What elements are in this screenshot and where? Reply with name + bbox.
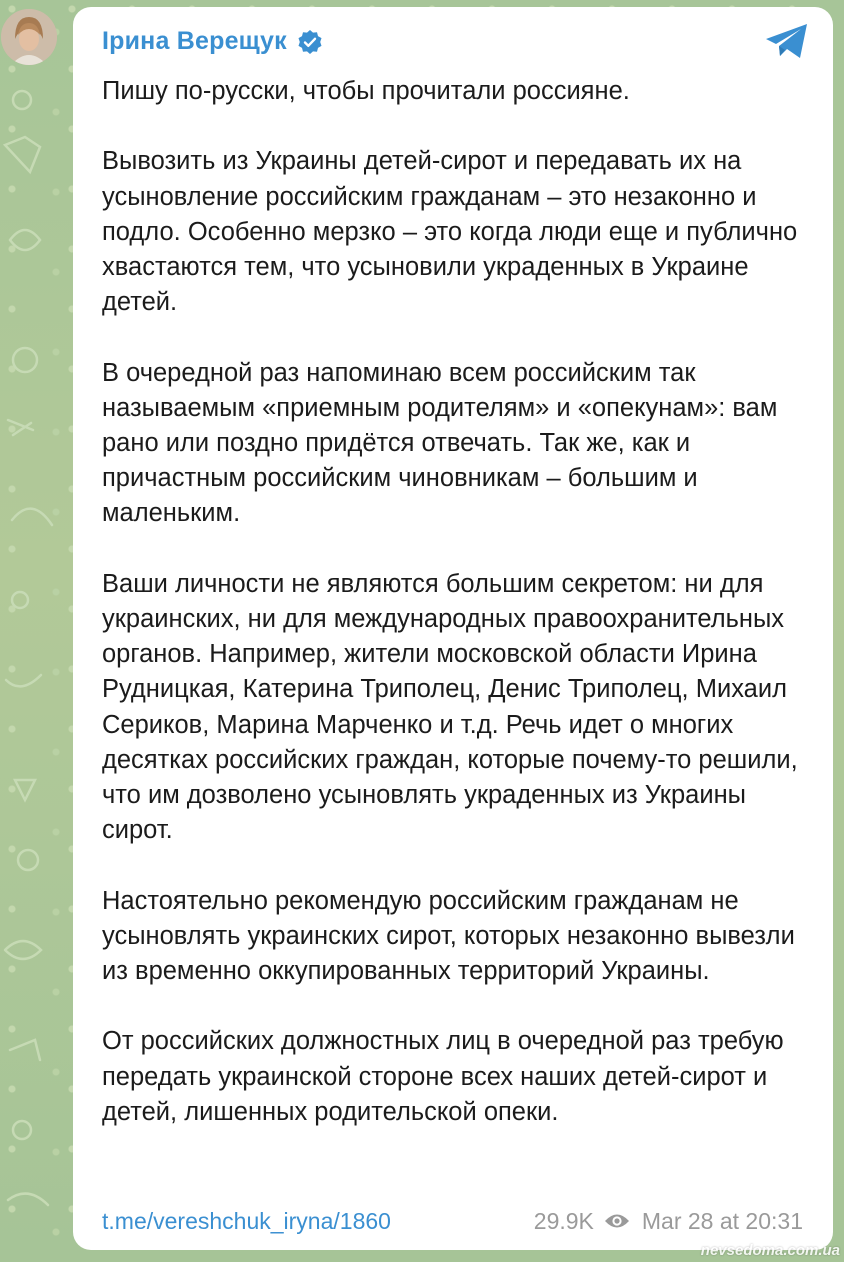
avatar-portrait-icon [1,9,57,65]
post-link[interactable]: t.me/vereshchuk_iryna/1860 [102,1207,391,1234]
message-paragraph: В очередной раз напоминаю всем российским так называемым «приемным родителям» и «опекунам»: вам рано или поздно придётся отвечать. Так же, как и причастным российским чиновникам – большим и маленьким. [102,358,778,528]
author-name[interactable]: Ірина Верещук [102,27,287,55]
message-text [102,74,807,1130]
telegram-share-icon[interactable] [763,21,811,61]
view-count: 29.9K [533,1207,594,1234]
message-footer [102,1204,803,1238]
timestamp: Mar 28 at 20:31 [641,1207,803,1234]
site-watermark: nevsedoma.com.ua [700,1242,840,1259]
message-paragraph: От российских должностных лиц в очередной раз требую передать украинской стороне всех наших детей-сирот и детей, лишенных родительской опеки. [102,1027,784,1126]
message-paragraph: Настоятельно рекомендую российским гражданам не усыновлять украинских сирот, которых незаконно вывезли из временно оккупированных территорий Украины. [102,886,795,986]
message-meta [534,1208,803,1235]
eye-icon [604,1212,630,1230]
background-pattern [0,0,80,1262]
verified-badge-icon [297,29,323,55]
author-avatar[interactable] [1,9,57,65]
message-paragraph: Пишу по-русски, чтобы прочитали россияне. [102,77,630,105]
message-paragraph: Вывозить из Украины детей-сирот и передавать их на усыновление российским гражданам – это незаконно и подло. Особенно мерзко – это когда люди еще и публично хвастаются тем, что усыновили украденных в Украине детей. [102,147,798,317]
message-header [102,27,323,56]
message-bubble [73,7,833,1250]
message-paragraph: Ваши личности не являются большим секретом: ни для украинских, ни для международных правоохранительных органов. Например, жители московской области Ирина Рудницкая, Катерина Триполец, Денис Триполец, Михаил Сериков, Марина Марченко и т.д. Речь идет о многих десятках российских граждан, которые почему-то решили, что им дозволено усыновлять украденных из Украины сирот. [102,569,798,845]
